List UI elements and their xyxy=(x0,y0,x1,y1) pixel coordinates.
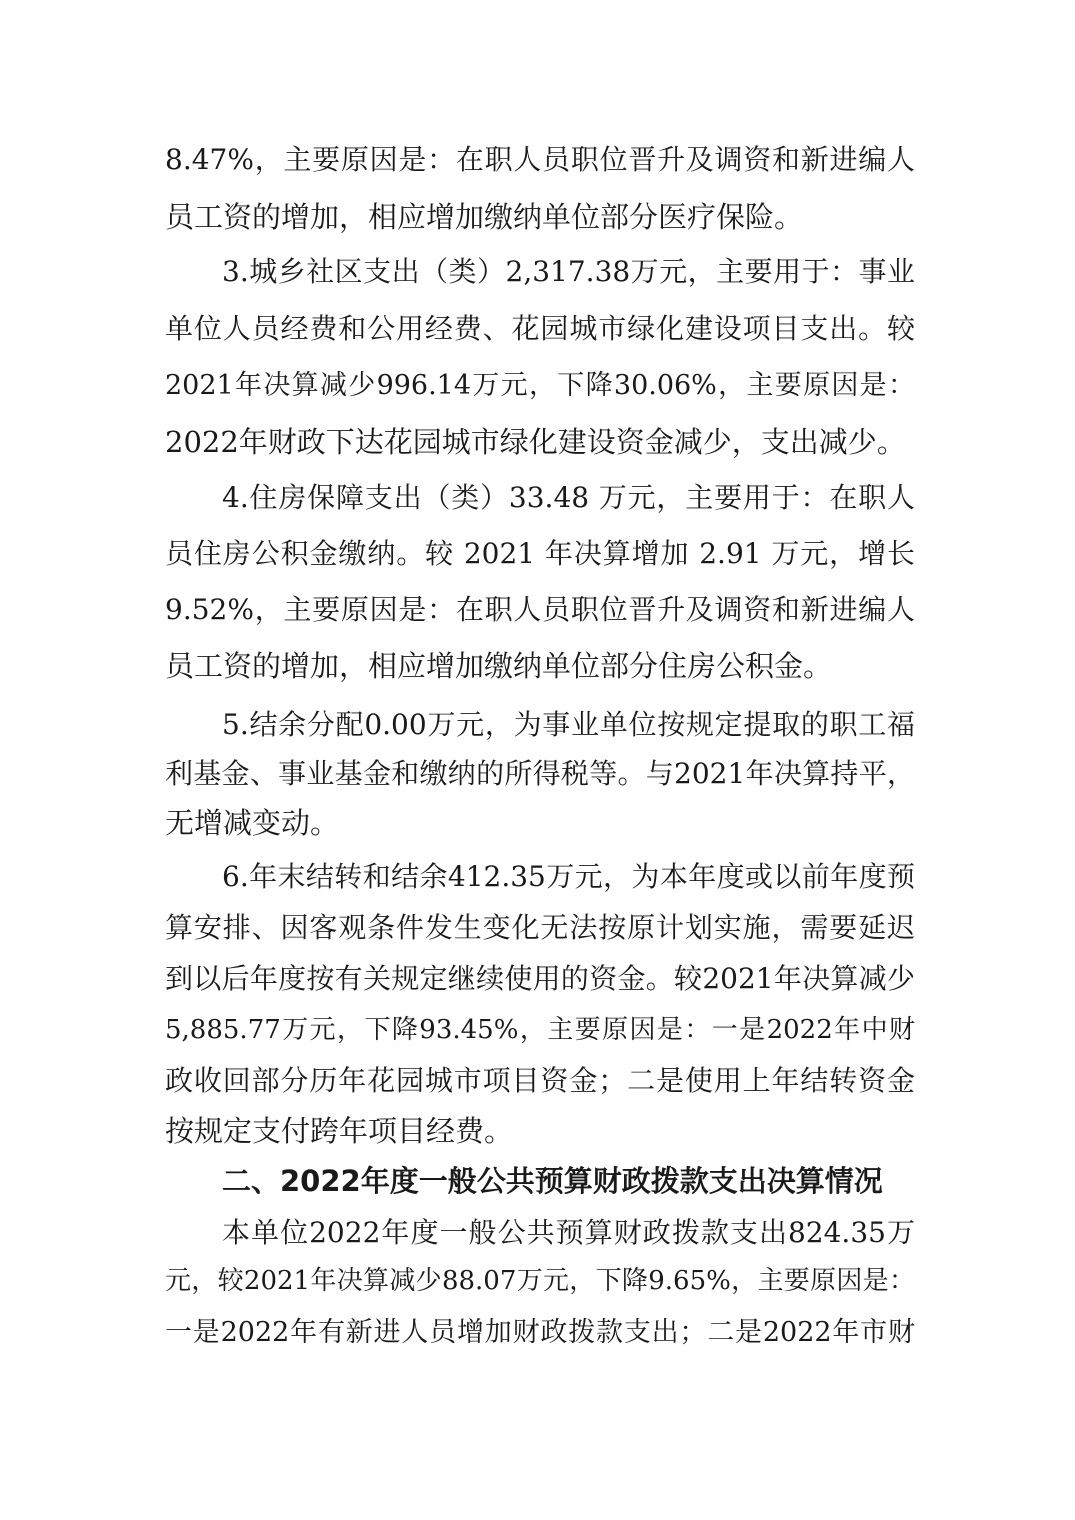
text-line: 员工资的增加，相应增加缴纳单位部分住房公积金。 xyxy=(165,649,833,683)
text-line: 单位人员经费和公用经费、花园城市绿化建设项目支出。较 xyxy=(165,312,915,345)
text-line: 无增减变动。 xyxy=(165,806,340,840)
text-line: 6.年末结转和结余412.35万元，为本年度或以前年度预 xyxy=(222,860,915,893)
text-line: 4.住房保障支出（类）33.48 万元，主要用于：在职人 xyxy=(222,481,915,514)
text-line: 5,885.77万元，下降93.45%，主要原因是：一是2022年中财 xyxy=(165,1015,915,1045)
text-line: 元，较2021年决算减少88.07万元，下降9.65%，主要原因是： xyxy=(165,1266,915,1296)
text-line: 利基金、事业基金和缴纳的所得税等。与2021年决算持平， xyxy=(165,757,915,790)
text-line: 算安排、因客观条件发生变化无法按原计划实施，需要延迟 xyxy=(165,911,915,944)
text-line: 到以后年度按有关规定继续使用的资金。较2021年决算减少 xyxy=(165,962,915,995)
text-line: 本单位2022年度一般公共预算财政拨款支出824.35万 xyxy=(222,1216,915,1249)
text-line: 按规定支付跨年项目经费。 xyxy=(165,1114,514,1148)
text-line: 5.结余分配0.00万元，为事业单位按规定提取的职工福 xyxy=(222,708,915,741)
text-line: 员住房公积金缴纳。较 2021 年决算增加 2.91 万元，增长 xyxy=(165,537,915,570)
text-line: 2022年财政下达花园城市绿化建设资金减少，支出减少。 xyxy=(165,425,906,459)
text-line: 一是2022年有新进人员增加财政拨款支出；二是2022年市财 xyxy=(165,1317,915,1348)
text-line: 政收回部分历年花园城市项目资金；二是使用上年结转资金 xyxy=(165,1064,915,1097)
text-line: 2021年决算减少996.14万元，下降30.06%，主要原因是： xyxy=(165,370,915,401)
text-line: 3.城乡社区支出（类）2,317.38万元，主要用于：事业 xyxy=(222,255,915,288)
text-line: 员工资的增加，相应增加缴纳单位部分医疗保险。 xyxy=(165,200,804,234)
text-line: 8.47%，主要原因是：在职人员职位晋升及调资和新进编人 xyxy=(165,143,915,176)
section-heading: 二、2022年度一般公共预算财政拨款支出决算情况 xyxy=(222,1164,883,1198)
text-line: 9.52%，主要原因是：在职人员职位晋升及调资和新进编人 xyxy=(165,593,915,626)
